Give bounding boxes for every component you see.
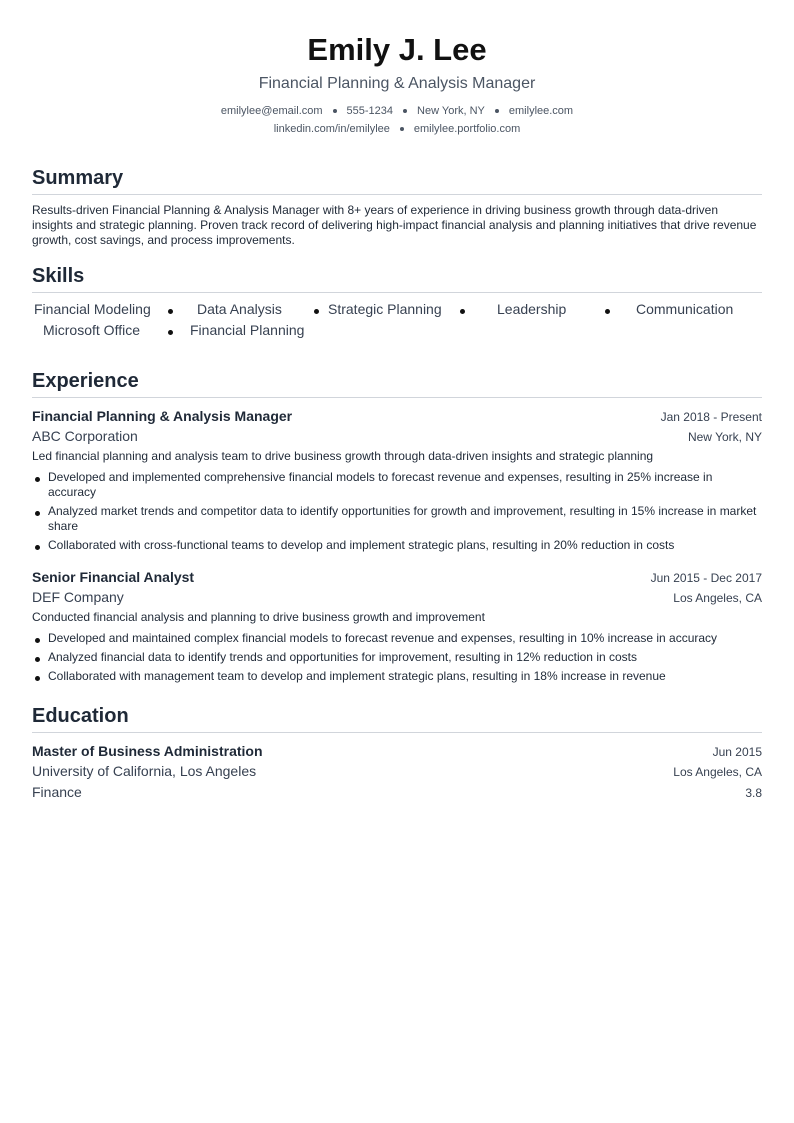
job-entry bbox=[32, 567, 762, 684]
job-location: New York, NY bbox=[687, 430, 762, 444]
separator-dot bbox=[400, 127, 404, 131]
contact-portfolio[interactable]: emilylee.portfolio.com bbox=[413, 123, 521, 135]
job-bullet bbox=[32, 470, 762, 500]
skill-bullet bbox=[605, 309, 610, 314]
bullet-text: Collaborated with management team to develop and implement strategic plans, resulting in 18% increase in revenue bbox=[48, 669, 666, 683]
candidate-headline: Financial Planning & Analysis Manager bbox=[258, 75, 536, 92]
bullet-text: Analyzed financial data to identify trends and opportunities for improvement, resulting in 12% reduction in costs bbox=[48, 650, 637, 664]
contact-linkedin[interactable]: linkedin.com/in/emilylee bbox=[273, 123, 390, 135]
education-section bbox=[32, 704, 762, 803]
job-bullet bbox=[32, 504, 762, 534]
job-dates: Jan 2018 - Present bbox=[660, 410, 762, 424]
job-location: Los Angeles, CA bbox=[673, 591, 762, 605]
job-description: Led financial planning and analysis team to drive business growth through data-driven insights and strategic planning bbox=[32, 449, 654, 463]
education-entry bbox=[32, 741, 762, 803]
experience-heading: Experience bbox=[32, 369, 762, 398]
candidate-name: Emily J. Lee bbox=[307, 32, 487, 67]
skill-bullet bbox=[168, 330, 173, 335]
summary-section bbox=[32, 166, 762, 248]
bullet-text: Developed and implemented comprehensive financial models to forecast revenue and expenses, resulting in 25% increase in accuracy bbox=[48, 470, 713, 499]
bullet-dot bbox=[35, 477, 40, 482]
skill-item: Financial Planning bbox=[190, 322, 305, 338]
skill-bullet bbox=[314, 309, 319, 314]
contact-email[interactable]: emilylee@email.com bbox=[220, 105, 323, 117]
skill-item: Communication bbox=[636, 301, 734, 317]
job-bullets bbox=[32, 470, 762, 553]
bullet-dot bbox=[35, 638, 40, 643]
job-bullet bbox=[32, 669, 762, 684]
bullet-text: Analyzed market trends and competitor data to identify opportunities for growth and improvement, resulting in 15% increase in market share bbox=[48, 504, 757, 533]
job-title: Senior Financial Analyst bbox=[32, 569, 195, 585]
job-bullet bbox=[32, 631, 762, 646]
separator-dot bbox=[333, 109, 337, 113]
skill-bullet bbox=[168, 309, 173, 314]
field-of-study: Finance bbox=[32, 784, 82, 800]
skill-item: Strategic Planning bbox=[328, 301, 442, 317]
degree-title: Master of Business Administration bbox=[32, 743, 263, 759]
school-name: University of California, Los Angeles bbox=[32, 763, 257, 779]
contact-phone[interactable]: 555-1234 bbox=[346, 105, 394, 117]
bullet-text: Collaborated with cross-functional teams to develop and implement strategic plans, resulting in 20% reduction in costs bbox=[48, 538, 675, 552]
job-bullets bbox=[32, 631, 762, 684]
bullet-dot bbox=[35, 657, 40, 662]
job-bullet bbox=[32, 538, 762, 553]
job-description: Conducted financial analysis and planning to drive business growth and improvement bbox=[32, 610, 485, 624]
experience-section bbox=[32, 369, 762, 684]
education-heading: Education bbox=[32, 704, 762, 733]
bullet-dot bbox=[35, 511, 40, 516]
job-entry bbox=[32, 406, 762, 553]
skill-bullet bbox=[460, 309, 465, 314]
job-dates: Jun 2015 - Dec 2017 bbox=[650, 571, 762, 585]
skill-item: Microsoft Office bbox=[43, 322, 140, 338]
skill-item: Financial Modeling bbox=[34, 301, 151, 317]
degree-date: Jun 2015 bbox=[712, 745, 762, 759]
contact-line-1 bbox=[32, 102, 762, 120]
job-bullet bbox=[32, 650, 762, 665]
job-company: ABC Corporation bbox=[32, 428, 138, 444]
bullet-dot bbox=[35, 676, 40, 681]
summary-heading: Summary bbox=[32, 166, 762, 195]
skills-heading: Skills bbox=[32, 264, 762, 293]
contact-website[interactable]: emilylee.com bbox=[508, 105, 574, 117]
school-location: Los Angeles, CA bbox=[673, 765, 762, 779]
gpa: 3.8 bbox=[745, 786, 762, 800]
skill-item: Leadership bbox=[497, 301, 567, 317]
contact-line-2 bbox=[32, 120, 762, 138]
skills-list bbox=[32, 299, 762, 349]
contact-location: New York, NY bbox=[417, 105, 485, 117]
separator-dot bbox=[495, 109, 499, 113]
job-title: Financial Planning & Analysis Manager bbox=[32, 408, 293, 424]
skill-item: Data Analysis bbox=[197, 301, 282, 317]
bullet-text: Developed and maintained complex financial models to forecast revenue and expenses, resulting in 10% increase in accuracy bbox=[48, 631, 718, 645]
skills-section bbox=[32, 264, 762, 349]
summary-text: Results-driven Financial Planning & Analysis Manager with 8+ years of experience in driving business growth through data-driven insights and strategic planning. Proven track record of delivering high-impact financial analysis and planning initiatives that drive revenue growth, cost savings, and process improvements. bbox=[32, 203, 757, 247]
job-company: DEF Company bbox=[32, 589, 124, 605]
separator-dot bbox=[403, 109, 407, 113]
bullet-dot bbox=[35, 545, 40, 550]
